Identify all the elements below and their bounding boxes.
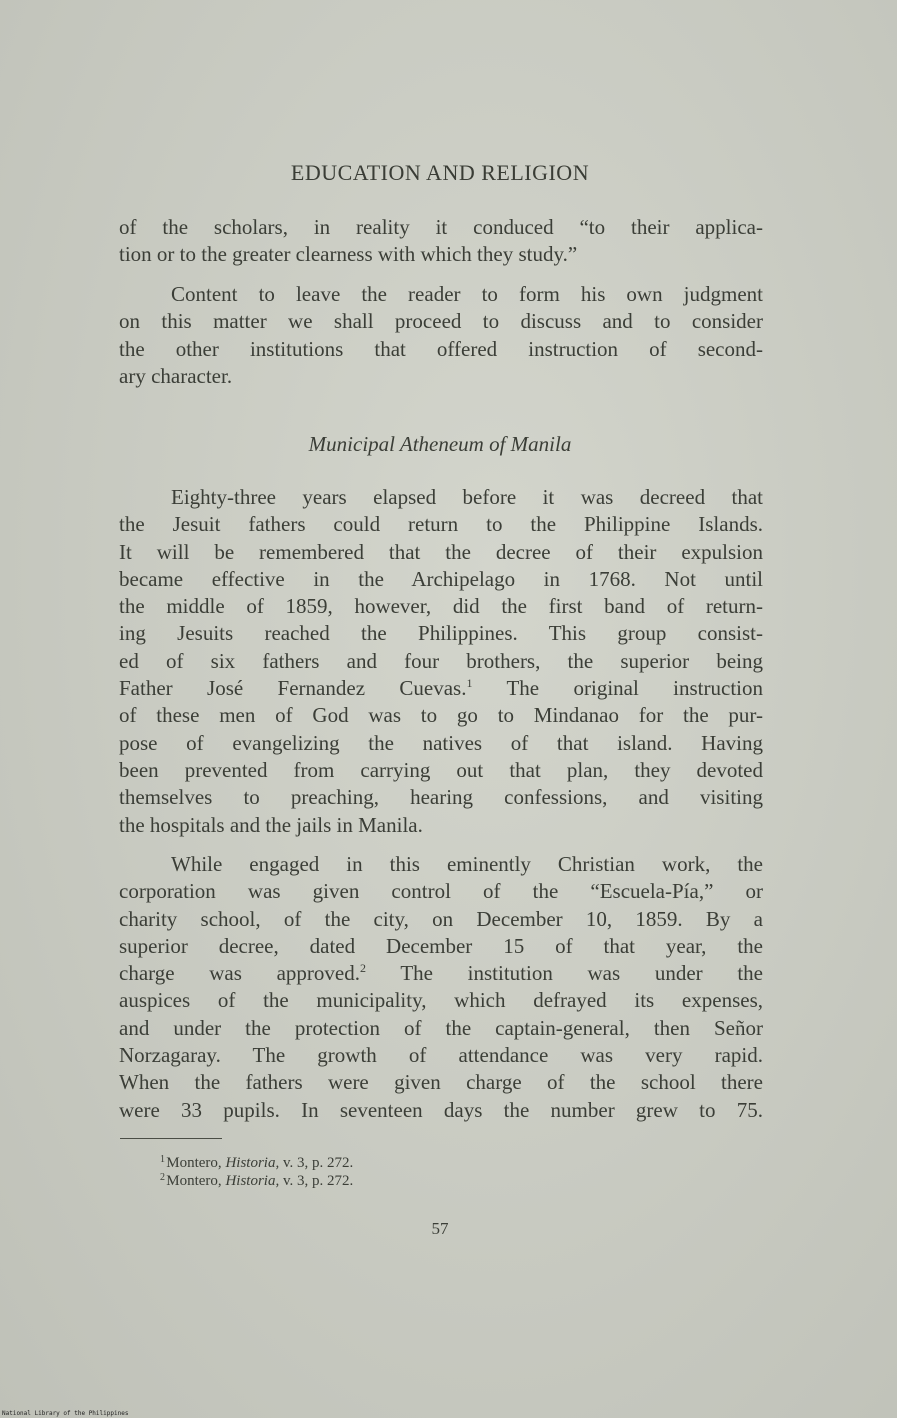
text-line: the Jesuit fathers could return to the Philippine Islands. xyxy=(119,512,763,537)
footnote-citation: v. 3, p. 272. xyxy=(282,1173,354,1189)
footnote-title: Historia, xyxy=(225,1155,280,1171)
text-line: charity school, of the city, on December 10, 1859. By a xyxy=(119,906,763,931)
text-line: auspices of the municipality, which defrayed its expenses, xyxy=(119,988,763,1013)
text-line: the other institutions that offered instruction of second- xyxy=(119,336,763,361)
text-line: Content to leave the reader to form his own judgment xyxy=(171,282,763,306)
text-segment: charge was approved. xyxy=(119,961,360,986)
text-line: Eighty-three years elapsed before it was decreed that xyxy=(171,485,763,509)
footnote-citation: v. 3, p. 272. xyxy=(282,1155,354,1171)
text-line: of these men of God was to go to Mindanao for the pur- xyxy=(119,703,763,728)
paragraph-escuela-pia xyxy=(119,851,763,1124)
text-line: tion or to the greater clearness with which they study.” xyxy=(119,242,578,267)
text-line: were 33 pupils. In seventeen days the number grew to 75. xyxy=(119,1097,763,1122)
section-heading: Municipal Atheneum of Manila xyxy=(308,432,572,456)
paragraph-transition xyxy=(119,281,763,390)
footnote-divider xyxy=(120,1138,222,1139)
running-head: EDUCATION AND RELIGION xyxy=(290,160,590,185)
footnote-marker: 1 xyxy=(466,676,473,691)
footnote-number: 1 xyxy=(160,1154,165,1165)
paragraph-continued xyxy=(119,214,763,269)
footnote xyxy=(160,1172,353,1190)
text-line: superior decree, dated December 15 of that year, the xyxy=(119,933,763,958)
text-line: of the scholars, in reality it conduced “to their applica- xyxy=(119,215,763,239)
text-line: It will be remembered that the decree of their expulsion xyxy=(119,539,763,564)
text-line: on this matter we shall proceed to discuss and to consider xyxy=(119,309,763,334)
text-line: themselves to preaching, hearing confessions, and visiting xyxy=(119,785,763,810)
text-segment: Father José Fernandez Cuevas. xyxy=(119,676,467,701)
footnote-marker: 2 xyxy=(360,961,366,976)
text-line: the hospitals and the jails in Manila. xyxy=(119,812,423,837)
text-line: While engaged in this eminently Christian work, the xyxy=(171,852,763,876)
text-line: ing Jesuits reached the Philippines. This group consist- xyxy=(119,621,763,646)
footnote-author: Montero, xyxy=(166,1155,222,1171)
text-segment: The institution was under the xyxy=(400,961,764,986)
text-line: became effective in the Archipelago in 1768. Not until xyxy=(119,566,763,591)
footnote xyxy=(160,1154,353,1172)
text-line-with-footnote xyxy=(119,960,763,987)
footnotes xyxy=(160,1154,353,1190)
text-line: been prevented from carrying out that plan, they devoted xyxy=(119,757,763,782)
text-line-with-footnote xyxy=(119,675,763,702)
footnote-title: Historia, xyxy=(225,1173,280,1189)
footnote-author: Montero, xyxy=(166,1173,222,1189)
text-line: corporation was given control of the “Escuela-Pía,” or xyxy=(119,879,763,904)
library-watermark: National Library of the Philippines xyxy=(2,1410,129,1417)
text-line: When the fathers were given charge of the school there xyxy=(119,1070,763,1095)
paragraph-jesuit-return xyxy=(119,484,763,839)
text-segment: The original instruction xyxy=(506,676,764,701)
text-line: ed of six fathers and four brothers, the superior being xyxy=(119,648,763,673)
text-line: ary character. xyxy=(119,363,233,388)
page-number: 57 xyxy=(431,1219,449,1238)
text-line: the middle of 1859, however, did the first band of return- xyxy=(119,594,763,619)
text-line: pose of evangelizing the natives of that island. Having xyxy=(119,730,763,755)
text-line: Norzagaray. The growth of attendance was very rapid. xyxy=(119,1043,763,1068)
footnote-number: 2 xyxy=(160,1172,165,1183)
text-line: and under the protection of the captain-general, then Señor xyxy=(119,1015,763,1040)
